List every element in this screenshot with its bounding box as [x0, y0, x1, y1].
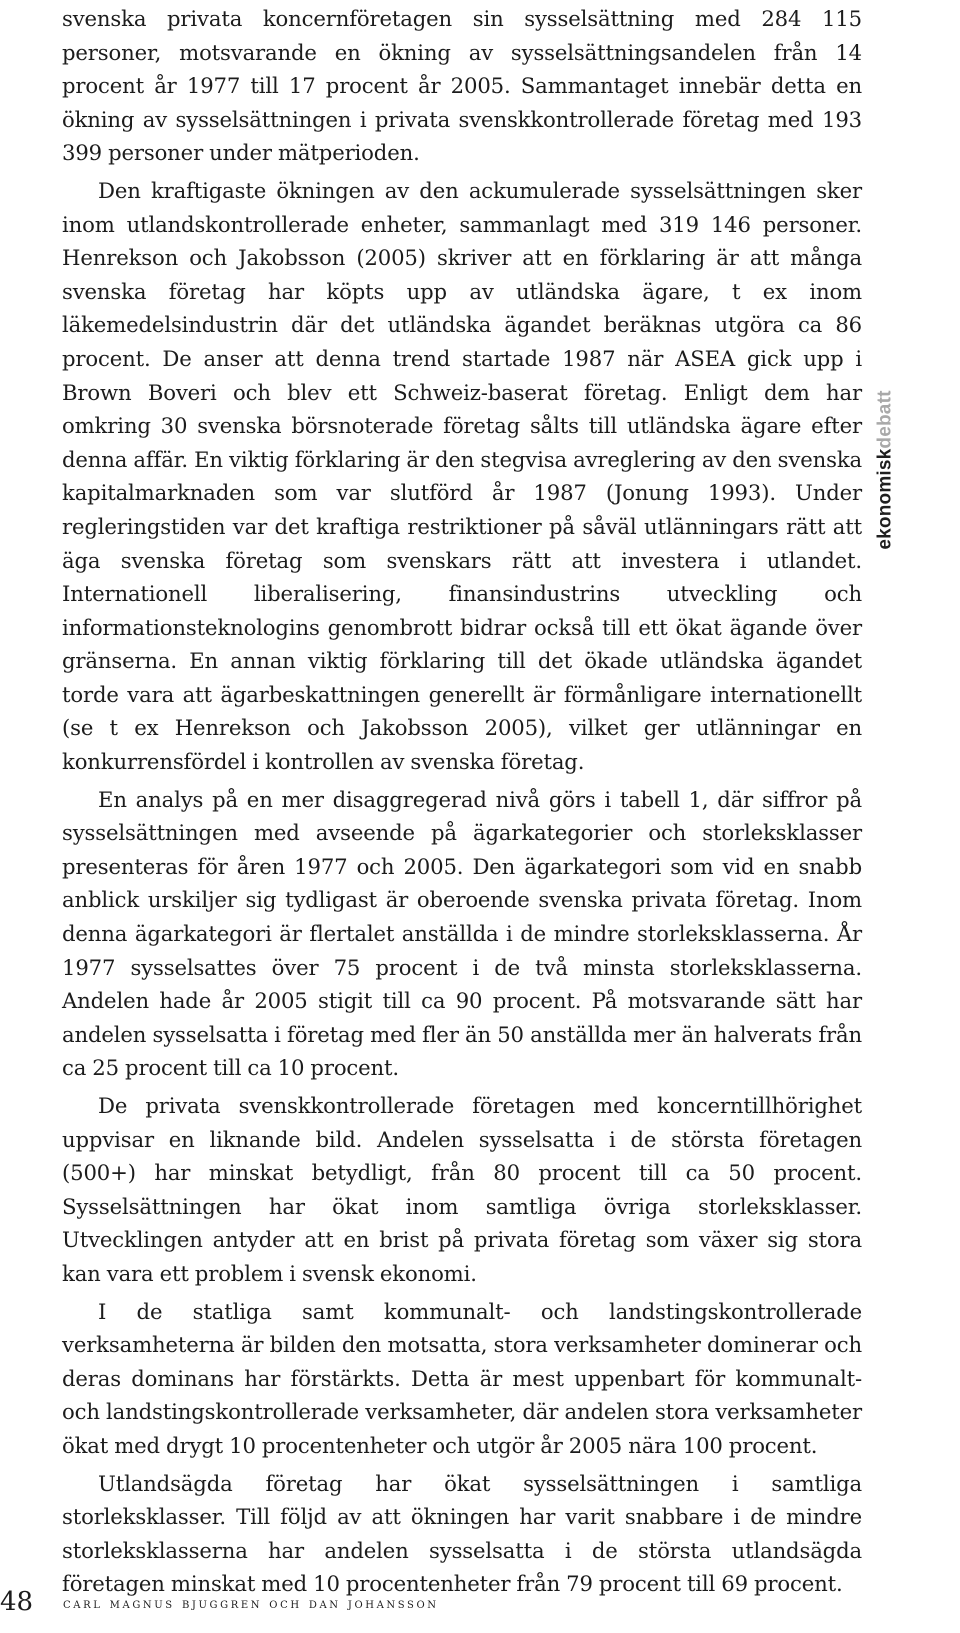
- running-footer-authors: carl magnus bjuggren och dan johansson: [63, 1596, 439, 1612]
- paragraph-foreign-control: Den kraftigaste ökningen av den ackumulerade sysselsättningen sker inom utlandskontrollerade enheter, sammanlagt med 319 146 personer. Henrekson och Jakobsson (2005) skriver att en förklaring är att många svenska företag har köpts upp av utländska ägare, t ex inom läkemedelsindustrin där det utländska ägandet beräknas utgöra ca 86 procent. De anser att denna trend startade 1987 när ASEA gick upp i Brown Boveri och blev ett Schweiz-baserat företag. Enligt dem har omkring 30 svenska börsnoterade företag sålts till utländska ägare efter denna affär. En viktig förklaring är den stegvisa avreglering av den svenska kapitalmarknaden som var slutförd år 1987 (Jonung 1993). Under regleringstiden var det kraftiga restriktioner på såväl utlänningars rätt att äga svenska företag som svenskars rätt att investera i utlandet. Internationell liberalisering, finansindustrins utveckling och informationsteknologins genombrott bidrar också till ett ökat ägande över gränserna. En annan viktig förklaring till det ökade utländska ägandet torde vara att ägarbeskattningen generellt är förmånligare internationellt (se t ex Henrekson och Jakobsson 2005), vilket ger utlänningar en konkurrensfördel i kontrollen av svenska företag.: [62, 177, 862, 775]
- journal-name-part-2: debatt: [875, 390, 897, 449]
- paragraph-public-sector: I de statliga samt kommunalt- och landstingskontrollerade verksamheterna är bilden den motsatta, stora verksamheter dominerar och deras dominans har förstärkts. Detta är mest uppenbart för kommunalt- och landstingskontrollerade verksamheter, där andelen stora verksamheter ökat med drygt 10 procentenheter och utgör år 2005 nära 100 procent.: [62, 1298, 862, 1458]
- journal-side-tab: [868, 370, 904, 570]
- paragraph-table-analysis: En analys på en mer disaggregerad nivå görs i tabell 1, där siffror på sysselsättningen med avseende på ägarkategorier och storleksklasser presenteras för åren 1977 och 2005. Den ägarkategori som vid en snabb anblick urskiljer sig tydligast är oberoende svenska privata företag. Inom denna ägarkategori är flertalet anställda i de mindre storleksklasserna. År 1977 sysselsattes över 75 procent i de två minsta storleksklasserna. Andelen hade år 2005 stigit till ca 90 procent. På motsvarande sätt har andelen sysselsatta i företag med fler än 50 anställda mer än halverats från ca 25 procent till ca 10 procent.: [62, 786, 862, 1081]
- article-text-column: [62, 2, 862, 1601]
- page-number: 48: [0, 1587, 34, 1617]
- journal-name-vertical: [875, 390, 897, 549]
- paragraph-continuation: svenska privata koncernföretagen sin sysselsättning med 284 115 personer, motsvarande en ökning av sysselsättningsandelen från 14 procent år 1977 till 17 procent år 2005. Sammantaget innebär detta en ökning av sysselsättningen i privata svenskkontrollerade företag med 193 399 personer under mätperioden.: [62, 6, 862, 166]
- paragraph-private-groups: De privata svenskkontrollerade företagen med koncerntillhörighet uppvisar en liknande bild. Andelen sysselsatta i de största företagen (500+) har minskat betydligt, från 80 procent till ca 50 procent. Sysselsättningen har ökat inom samtliga övriga storleksklasser. Utvecklingen antyder att en brist på privata företag som växer sig stora kan vara ett problem i svensk ekonomi.: [62, 1093, 862, 1286]
- paragraph-foreign-owned: Utlandsägda företag har ökat sysselsättningen i samtliga storleksklasser. Till följd av att ökningen har varit snabbare i de mindre storleksklasserna har andelen sysselsatta i de största utlandsägda företagen minskat med 10 procentenheter från 79 procent till 69 procent.: [62, 1470, 862, 1597]
- journal-name-part-1: ekonomisk: [875, 448, 897, 550]
- page-footer: [0, 1586, 960, 1626]
